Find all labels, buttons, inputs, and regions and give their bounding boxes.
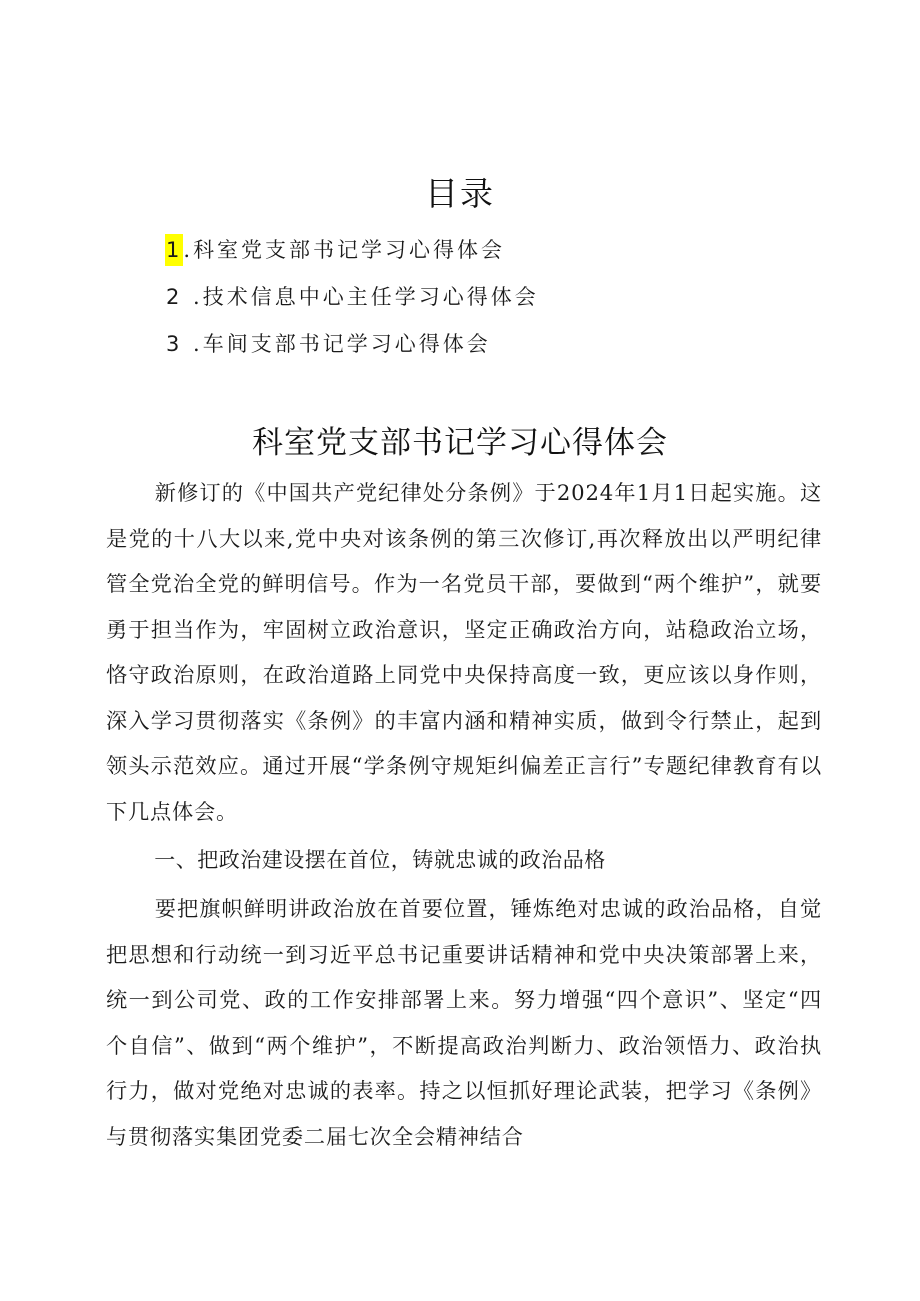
paragraph-section-1: 要把旗帜鲜明讲政治放在首要位置，锤炼绝对忠诚的政治品格，自觉把思想和行动统一到习近平总书记重要讲话精神和党中央决策部署上来，统一到公司党、政的工作安排部署上来。努力增强“四个意识”、坚定“四个自信”、做到“两个维护”，不断提高政治判断力、政治领悟力、政治执行力，做对党绝对忠诚的表率。持之以恒抓好理论武装，把学习《条例》与贯彻落实集团党委二届七次全会精神结合: [106, 896, 822, 1149]
toc-item-number: 3: [166, 331, 183, 356]
paragraph-intro: 新修订的《中国共产党纪律处分条例》于2024年1月1日起实施。这是党的十八大以来,党中央对该条例的第三次修订,再次释放出以严明纪律管全党治全党的鲜明信号。作为一名党员干部，要做到“两个维护”，就要勇于担当作为，牢固树立政治意识，坚定正确政治方向，站稳政治立场，恪守政治原则，在政治道路上同党中央保持高度一致，更应该以身作则，深入学习贯彻落实《条例》的丰富内涵和精神实质，做到令行禁止，起到领头示范效应。通过开展“学条例守规矩纠偏差正言行”专题纪律教育有以下几点体会。: [106, 480, 822, 824]
toc-item-number: 2: [166, 284, 183, 309]
toc-item-separator: .: [183, 331, 203, 356]
toc-item-text: 技术信息中心主任学习心得体会: [202, 284, 539, 309]
toc-item-separator: .: [183, 237, 194, 262]
toc-item-3[interactable]: [165, 320, 765, 367]
toc-item-1[interactable]: [165, 226, 765, 273]
article-title: 科室党支部书记学习心得体会: [252, 425, 668, 461]
toc-title: 目录: [425, 174, 495, 213]
toc-item-text: 车间支部书记学习心得体会: [202, 331, 491, 356]
toc-list: [165, 226, 765, 367]
toc-item-text: 科室党支部书记学习心得体会: [193, 237, 506, 262]
toc-item-2[interactable]: [165, 273, 765, 320]
toc-item-number: 1: [165, 234, 183, 266]
section-heading-1: 一、把政治建设摆在首位，铸就忠诚的政治品格: [154, 848, 606, 872]
article-body: [106, 470, 822, 1159]
toc-item-separator: .: [183, 284, 203, 309]
